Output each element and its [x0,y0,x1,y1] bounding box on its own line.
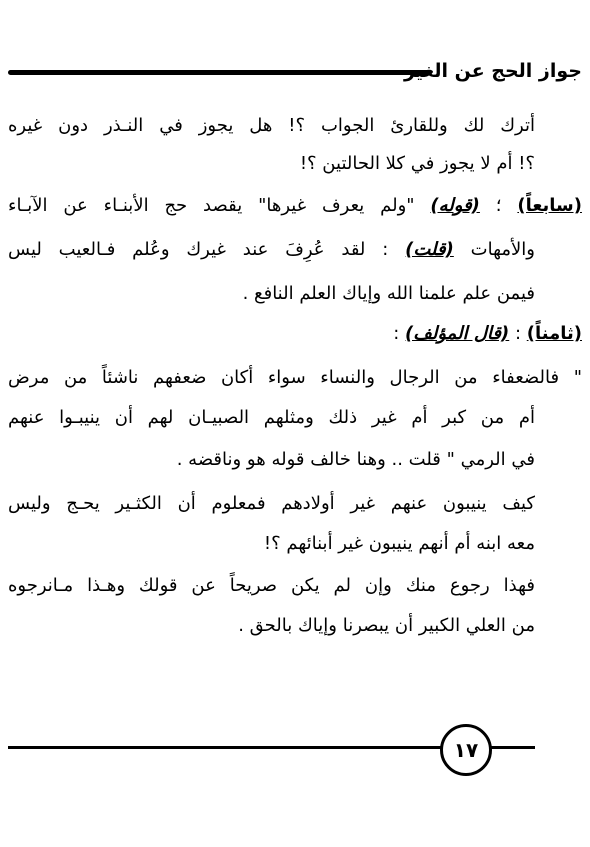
text-line-13: من العلي الكبير أن يبصرنا وإياك بالحق . [238,615,535,636]
text-line-7: " فالضعفاء من الرجال والنساء سواء أكان ضعفهم ناشئاً من مرض [8,367,582,388]
label-author-said: (قال المؤلف) [405,323,510,344]
page-header [0,58,590,88]
text-line-12: فهذا رجوع منك وإن لم يكن صريحاً عن قولك وهـذا مـانرجوه [8,575,535,596]
text-line-4-start: والأمهات [470,239,535,260]
text-line-3: (سابعاً) ؛ (قوله) "ولم يعرف غيرها" يقصد حج الأبنـاء عن الآبـاء [8,195,582,216]
text-line-4 [8,236,535,264]
text-line-3-rest: يقصد حج الأبنـاء عن الآبـاء [8,195,243,216]
text-line-5: فيمن علم علمنا الله وإياك العلم النافع . [242,283,535,304]
page-number: ١٧ [440,724,492,776]
text-line-4-rest: : لقد عُرِفَ عند غيرك وعُلم فـالعيب ليس [8,239,389,260]
text-line-9: في الرمي " قلت .. وهنا خالف قوله هو وناقضه . [176,449,535,470]
text-line-2: ؟! أم لا يجوز في كلا الحالتين ؟! [299,153,535,174]
text-line-8: أم من كبر أم غير ذلك ومثلهم الصبيـان لهم أن ينيبـوا عنهم [8,407,535,428]
label-i-said: (قلت) [405,239,454,260]
page-footer [0,722,590,782]
header-rule [8,70,432,75]
label-seventh: (سابعاً) [517,195,582,216]
page-title: جواز الحج عن الغير [404,60,582,82]
label-his-saying: (قوله) [430,195,480,216]
text-line-6-colon: : [393,323,400,344]
text-line-6: (ثامناً) : (قال المؤلف) : [393,323,582,344]
text-line-11: معه ابنه أم أنهم ينيبون غير أبنائهم ؟! [263,533,535,554]
label-eighth: (ثامناً) [526,323,582,344]
text-line-1: أترك لك وللقارئ الجواب ؟! هل يجوز في النـذر دون غيره [8,115,535,136]
text-line-10: كيف ينيبون عنهم غير أولادهم فمعلوم أن الكثـير يحـج وليس [8,493,535,514]
quoted-phrase: "ولم يعرف غيرها" [258,195,415,216]
